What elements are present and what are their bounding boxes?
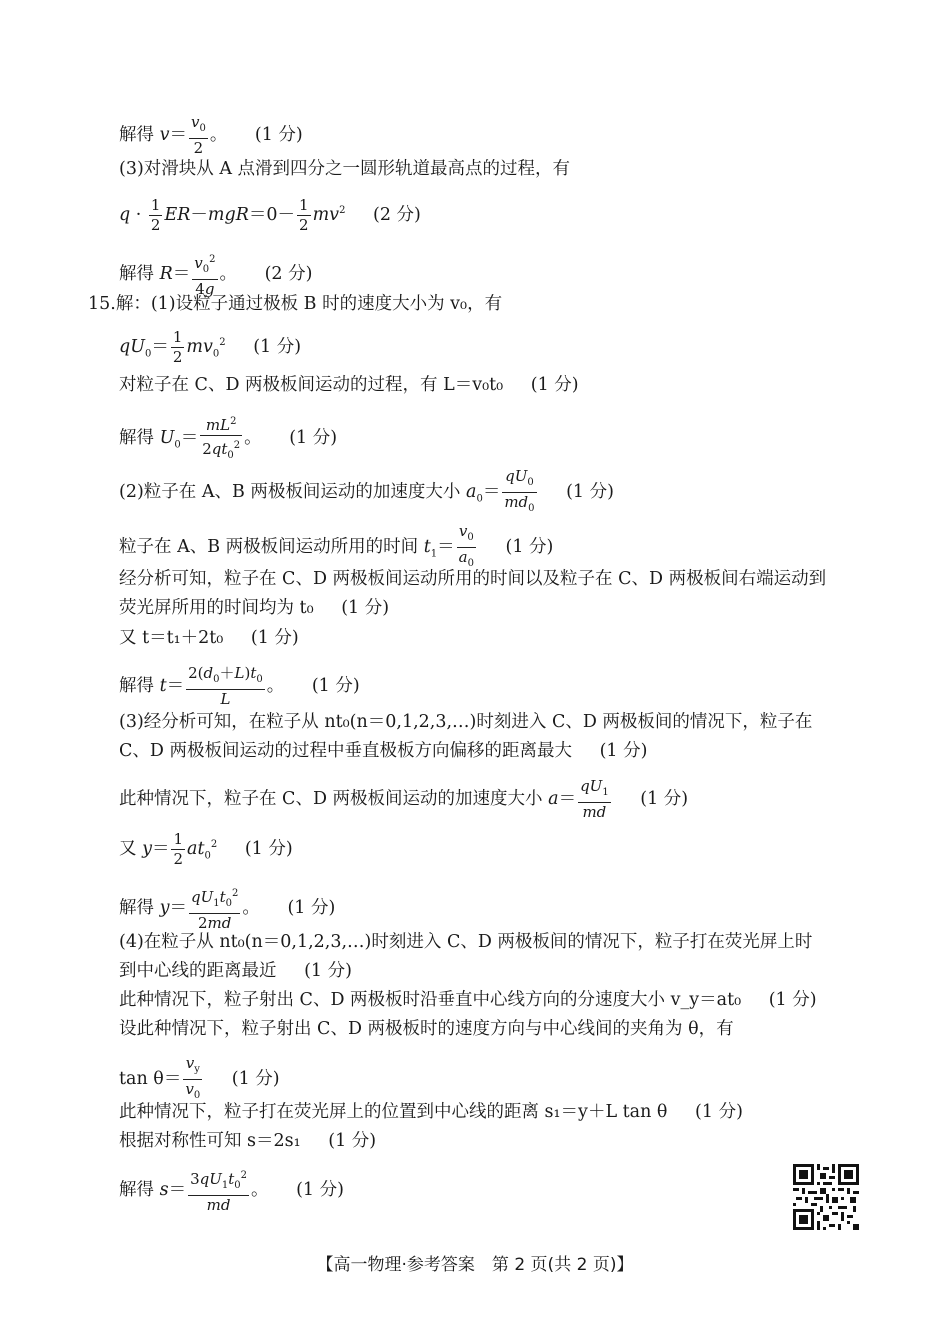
page-footer: 【高一物理·参考答案 第 2 页(共 2 页)】	[316, 1255, 634, 1275]
score-label: (1 分)	[695, 1102, 743, 1122]
answer-line: 又 t＝t₁＋2t₀ (1 分)	[119, 628, 299, 648]
answer-line: 解得 y＝ $\frac{qU_1t_0^2}{2md}$ 。 (1 分)	[119, 884, 335, 933]
score-label: (1 分)	[244, 839, 293, 859]
answer-line: 解得 s＝ $\frac{3qU_1t_0^2}{md}$ 。 (1 分)	[119, 1166, 344, 1215]
score-label: (1 分)	[566, 482, 614, 502]
answer-line: 设此种情况下，粒子射出 C、D 两极板时的速度方向与中心线间的夹角为 θ，有	[119, 1019, 734, 1039]
answer-line: 解得 t＝ $\frac{2(d_0+L)t_0}{L}$ 。 (1 分)	[119, 664, 360, 708]
answer-line: 此种情况下，粒子射出 C、D 两极板时沿垂直中心线方向的分速度大小 v_y＝at₀ (1 分)	[119, 990, 817, 1010]
score-label: (1 分)	[289, 428, 338, 448]
answer-line: 解得 $U_0=$ $\frac{mL^2}{2qt_0^2}$ 。 (1 分)	[119, 412, 337, 465]
score-label: (1 分)	[530, 375, 579, 395]
score-label: (2 分)	[373, 205, 421, 225]
score-label: (1 分)	[311, 676, 360, 696]
score-label: (1 分)	[505, 537, 554, 557]
answer-line: (4)在粒子从 nt₀(n＝0,1,2,3,…)时刻进入 C、D 两极板间的情况下，粒子打在荧光屏上时	[119, 932, 813, 952]
qr-code-icon	[793, 1164, 859, 1230]
answer-line: C、D 两极板间运动的过程中垂直极板方向偏移的距离最大 (1 分)	[119, 741, 648, 761]
answer-line: 又 y＝ $\frac{1}{2}$ $at_0^2$ (1 分)	[119, 830, 293, 868]
answer-line: 根据对称性可知 s＝2s₁ (1 分)	[119, 1131, 377, 1151]
score-label: (1 分)	[296, 1180, 344, 1200]
answer-line: (3)经分析可知，在粒子从 nt₀(n＝0,1,2,3,…)时刻进入 C、D 两极板间的情况下，粒子在	[119, 712, 813, 732]
score-label: (1 分)	[640, 789, 689, 809]
score-label: (1 分)	[328, 1131, 377, 1151]
score-label: (1 分)	[304, 961, 352, 981]
answer-line: (2)粒子在 A、B 两极板间运动的加速度大小 $a_0=$ $\frac{qU_0}{md_0}$ (1 分)	[119, 467, 614, 514]
formula-fraction: $\frac{v_0}{2}$	[190, 113, 206, 157]
score-label: (1 分)	[599, 741, 648, 761]
score-label: (1 分)	[341, 598, 390, 618]
answer-line: 解得 v＝ $\frac{v_0}{2}$ 。 (1 分)	[119, 113, 303, 157]
answer-line: (3)对滑块从 A 点滑到四分之一圆形轨道最高点的过程，有	[119, 159, 571, 179]
equation-line: q · $\frac{1}{2}$ ER－mgR＝0－ $\frac{1}{2}$ $mv^2$ (2 分)	[119, 196, 421, 234]
answer-line: 此种情况下，粒子在 C、D 两极板间运动的加速度大小 a＝ $\frac{qU_1}{md}$ (1 分)	[119, 777, 689, 821]
answer-line: 对粒子在 C、D 两极板间运动的过程，有 L＝v₀t₀ (1 分)	[119, 375, 579, 395]
answer-line: 粒子在 A、B 两极板间运动所用的时间 $t_1=$ $\frac{v_0}{a_0}$ (1 分)	[119, 522, 554, 569]
score-label: (1 分)	[287, 898, 336, 918]
equation-line: tan θ＝ $\frac{v_y}{v_0}$ (1 分)	[119, 1054, 280, 1101]
answer-line: 此种情况下，粒子打在荧光屏上的位置到中心线的距离 s₁＝y＋L tan θ (1 分)	[119, 1102, 743, 1122]
score-label: (1 分)	[250, 628, 299, 648]
score-label: (1 分)	[253, 337, 302, 357]
answer-line: 经分析可知，粒子在 C、D 两极板间运动所用的时间以及粒子在 C、D 两极板间右端运动到	[119, 569, 827, 589]
answer-line: 到中心线的距离最近 (1 分)	[119, 961, 352, 981]
equation-line: $qU_0=$ $\frac{1}{2}$ $mv_0^2$ (1 分)	[119, 328, 302, 366]
question-heading: 15.解：(1)设粒子通过极板 B 时的速度大小为 v₀，有	[88, 294, 503, 314]
answer-line: 解得 R＝ $\frac{v_0^2}{4g}$ 。 (2 分)	[119, 250, 312, 299]
score-label: (1 分)	[254, 125, 303, 145]
score-label: (1 分)	[768, 990, 817, 1010]
answer-line: 荧光屏所用的时间均为 t₀ (1 分)	[119, 598, 390, 618]
score-label: (2 分)	[264, 264, 313, 284]
score-label: (1 分)	[231, 1069, 280, 1089]
